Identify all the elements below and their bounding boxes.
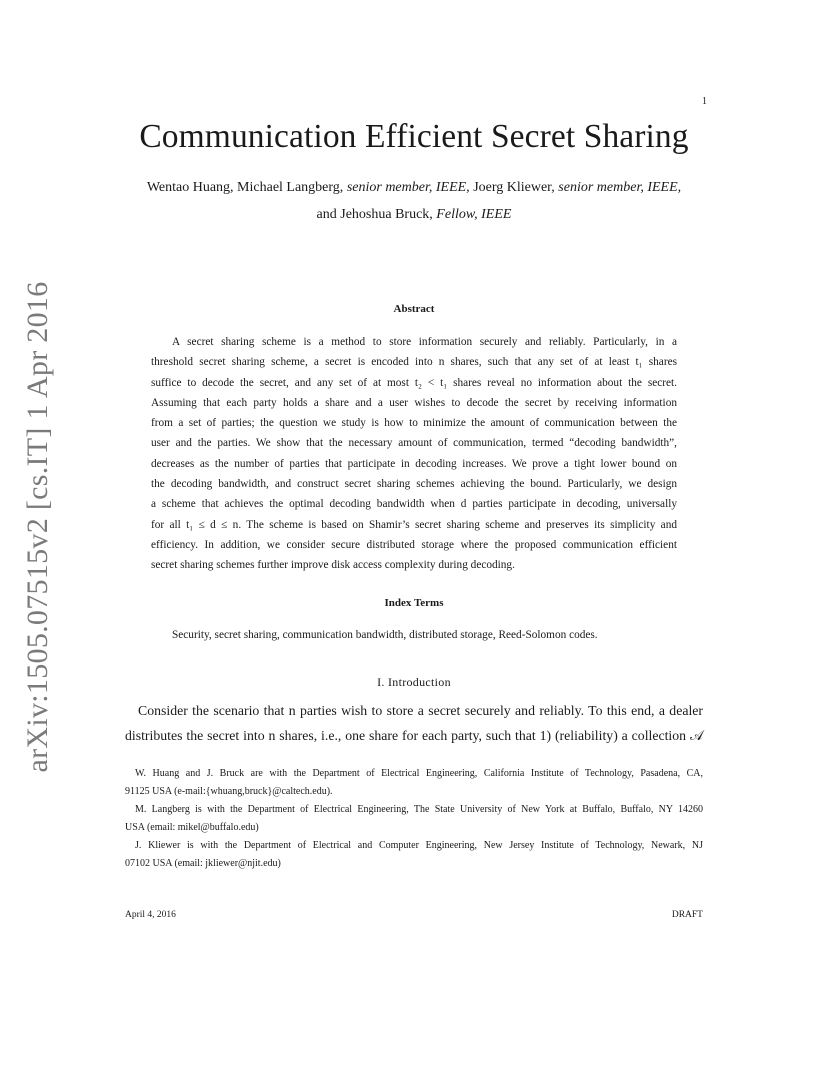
footnote-line: USA (email: mikel@buffalo.edu): [125, 822, 259, 833]
footnote-line: 91125 USA (e-mail:{whuang,bruck}@caltech.edu).: [125, 786, 333, 797]
footnote-line: M. Langberg is with the Department of Electrical Engineering, The State University of New York at Buffalo, Buffalo, NY 14260: [135, 804, 703, 815]
author-names-1: Wentao Huang, Michael Langberg,: [146, 180, 347, 195]
section-heading-introduction: I. Introduction: [377, 675, 451, 689]
footnote-line: J. Kliewer is with the Department of Electrical and Computer Engineering, New Jersey Institute of Technology, Newark, NJ: [135, 840, 703, 851]
abstract-line: for all t₁ ≤ d ≤ n. The scheme is based on Shamir’s secret sharing scheme and preserves its simplicity and: [151, 518, 677, 531]
abstract-heading: Abstract: [393, 303, 435, 315]
abstract-line: user and the parties. We show that the necessary amount of communication, termed “decoding bandwidth”,: [151, 437, 677, 450]
author-line-1: [0, 180, 828, 196]
index-terms-heading: Index Terms: [384, 597, 444, 609]
introduction-line: distributes the secret into n shares, i.e., one share for each party, such that 1) (reliability) a collection 𝒜: [125, 727, 703, 743]
abstract-line: the decoding bandwidth, and construct secret sharing schemes achieving the bound. Particularly, we design: [151, 478, 677, 491]
abstract-line: from a set of parties; the question we study is how to minimize the amount of communication between the: [151, 417, 677, 430]
author-names-3: and Jehoshua Bruck,: [316, 207, 437, 222]
footer-date: April 4, 2016: [125, 910, 176, 920]
author-title-2: senior member, IEEE,: [558, 180, 682, 195]
page-number: 1: [702, 96, 707, 107]
author-title-3: Fellow, IEEE: [436, 207, 512, 222]
abstract-line: a scheme that achieves the optimal decoding bandwidth when d parties participate in decoding, universally: [151, 498, 677, 511]
author-line-2: [0, 207, 828, 223]
abstract-line: suffice to decode the secret, and any set of at most t₂ < t₁ shares reveal no information about the secret.: [151, 376, 677, 389]
footnotes: [125, 765, 703, 873]
footer-status: DRAFT: [671, 910, 703, 920]
abstract-body: [151, 332, 677, 576]
abstract-line: secret sharing schemes further improve disk access complexity during decoding.: [151, 559, 515, 572]
footnote-line: W. Huang and J. Bruck are with the Department of Electrical Engineering, California Institute of Technology, Pasadena, CA,: [135, 768, 703, 779]
paper-title: Communication Efficient Secret Sharing: [139, 118, 689, 155]
abstract-line: A secret sharing scheme is a method to store information securely and reliably. Particularly, in a: [172, 336, 677, 348]
abstract-line: efficiency. In addition, we consider secure distributed storage where the proposed communication efficient: [151, 538, 677, 551]
introduction-body: [125, 699, 703, 748]
arxiv-identifier: arXiv:1505.07515v2 [cs.IT] 1 Apr 2016: [21, 281, 54, 773]
abstract-line: Assuming that each party holds a share and a user wishes to decode the secret by receiving information: [151, 396, 677, 409]
index-terms-text: Security, secret sharing, communication bandwidth, distributed storage, Reed-Solomon codes.: [172, 629, 598, 641]
abstract-line: decreases as the number of parties that participate in decoding increases. We prove a tight lower bound on: [151, 457, 677, 470]
author-names-2: Joerg Kliewer,: [469, 180, 559, 195]
abstract-line: threshold secret sharing scheme, a secret is encoded into n shares, such that any set of at least t₁ shares: [151, 356, 677, 369]
footnote-line: 07102 USA (email: jkliewer@njit.edu): [125, 858, 281, 869]
introduction-line: Consider the scenario that n parties wish to store a secret securely and reliably. To this end, a dealer: [138, 703, 703, 718]
author-title-1: senior member, IEEE,: [346, 180, 470, 195]
